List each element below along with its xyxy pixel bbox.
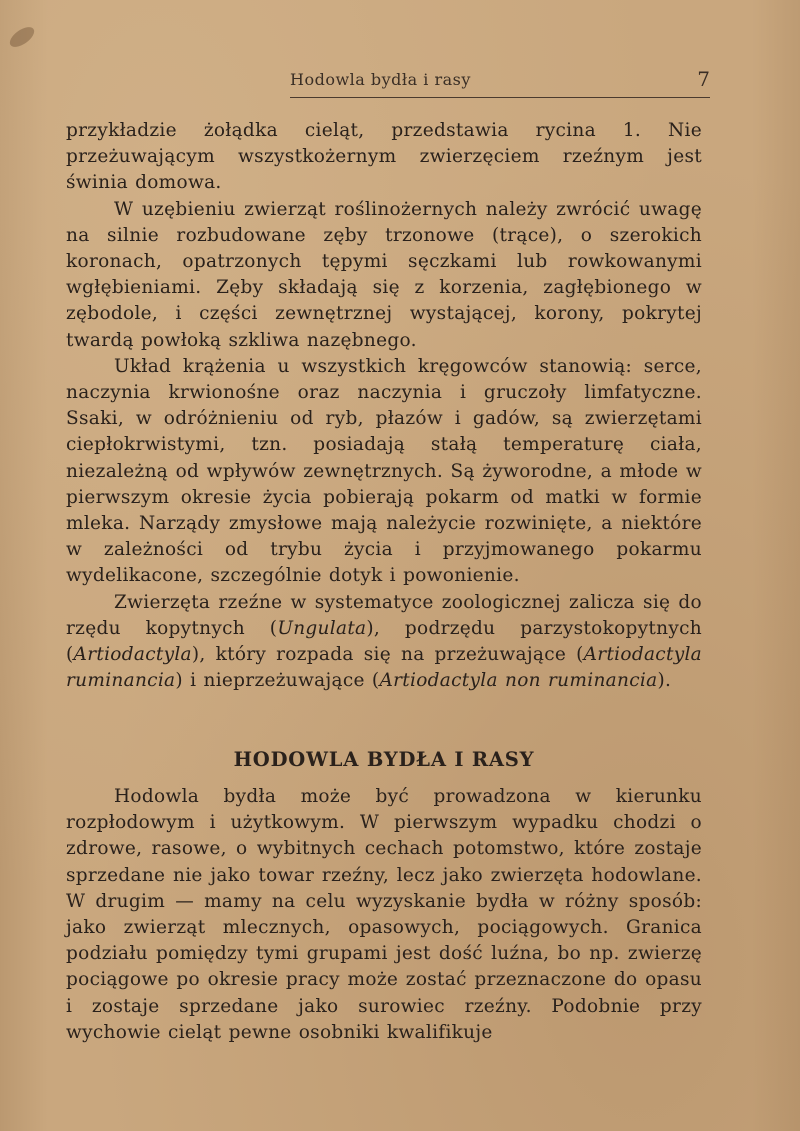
paragraph-text: ), podrzędu parzystokopytnych ( (66, 617, 702, 666)
page-number: 7 (697, 67, 710, 91)
body-text (66, 118, 702, 694)
section-heading: HODOWLA BYDŁA I RASY (233, 748, 535, 771)
ink-stain (7, 23, 38, 51)
paragraph-text: W uzębieniu zwierząt roślinożernych należy zwrócić uwagę na silnie rozbudowane zęby trzonowe (trące), o szerokich koronach, opatrzonych tępymi sęczkami lub rowkowanymi wgłębieniami. Zęby składają się z korzenia, zagłębionego w zębodole, i części zewnętrznej wystającej, korony, pokrytej twardą powłoką szkliwa nazębnego. (66, 198, 702, 351)
latin-term: Ungulata (277, 617, 367, 639)
header-rule (290, 97, 710, 98)
page-header (290, 64, 710, 94)
paragraph-text: ). (657, 670, 672, 692)
paragraph-text: ) i nieprzeżuwające ( (175, 670, 380, 692)
latin-term: Artiodactyla (73, 644, 192, 666)
paragraph-text: przykładzie żołądka cieląt, przedstawia rycina 1. Nie przeżuwającym wszystkożernym zwierzęciem rzeźnym jest świnia domowa. (66, 120, 702, 194)
paragraph-circulation (66, 354, 702, 590)
section-body (66, 784, 702, 1046)
paragraph-text: Zwierzęta rzeźne w systematyce zoologicznej zalicza się do rzędu kopytnych ( (66, 591, 702, 639)
paragraph-text: Układ krążenia u wszystkich kręgowców stanowią: serce, naczynia krwionośne oraz naczynia i gruczoły limfatyczne. Ssaki, w odróżnieniu od ryb, płazów i gadów, są zwierzętami ciepłokrwistymi, tzn. posiadają stałą temperaturę ciała, niezależną od wpływów zewnętrznych. Są żyworodne, a młode w pierwszym okresie życia pobierają pokarm od matki w formie mleka. Narządy zmysłowe mają należycie rozwinięte, a niektóre w zależności od trybu życia i przyjmowanego pokarmu wydelikacone, szczególnie dotyk i powonienie. (66, 355, 702, 587)
paragraph-dentition (66, 197, 702, 354)
paragraph-text: ), który rozpada się na przeżuwające ( (191, 644, 584, 666)
latin-term: Artiodactyla ruminancia (66, 644, 702, 692)
running-title: Hodowla bydła i rasy (290, 69, 471, 89)
paragraph-continuation (66, 118, 702, 197)
paragraph-taxonomy (66, 590, 702, 695)
latin-term: Artiodactyla non ruminancia (379, 670, 658, 692)
paragraph-cattle-breeding: Hodowla bydła może być prowadzona w kierunku rozpłodowym i użytkowym. W pierwszym wypadku chodzi o zdrowe, rasowe, o wybitnych cechach potomstwo, które zostaje sprzedane nie jako towar rzeźny, lecz jako zwierzęta hodowlane. W drugim — mamy na celu wyzyskanie bydła w różny sposób: jako zwierząt mlecznych, opasowych, pociągowych. Granica podziału pomiędzy tymi grupami jest dość luźna, bo np. zwierzę pociągowe po okresie pracy może zostać przeznaczone do opasu i zostaje sprzedane jako surowiec rzeźny. Podobnie przy wychowie cieląt pewne osobniki kwalifikuje (66, 786, 702, 1043)
